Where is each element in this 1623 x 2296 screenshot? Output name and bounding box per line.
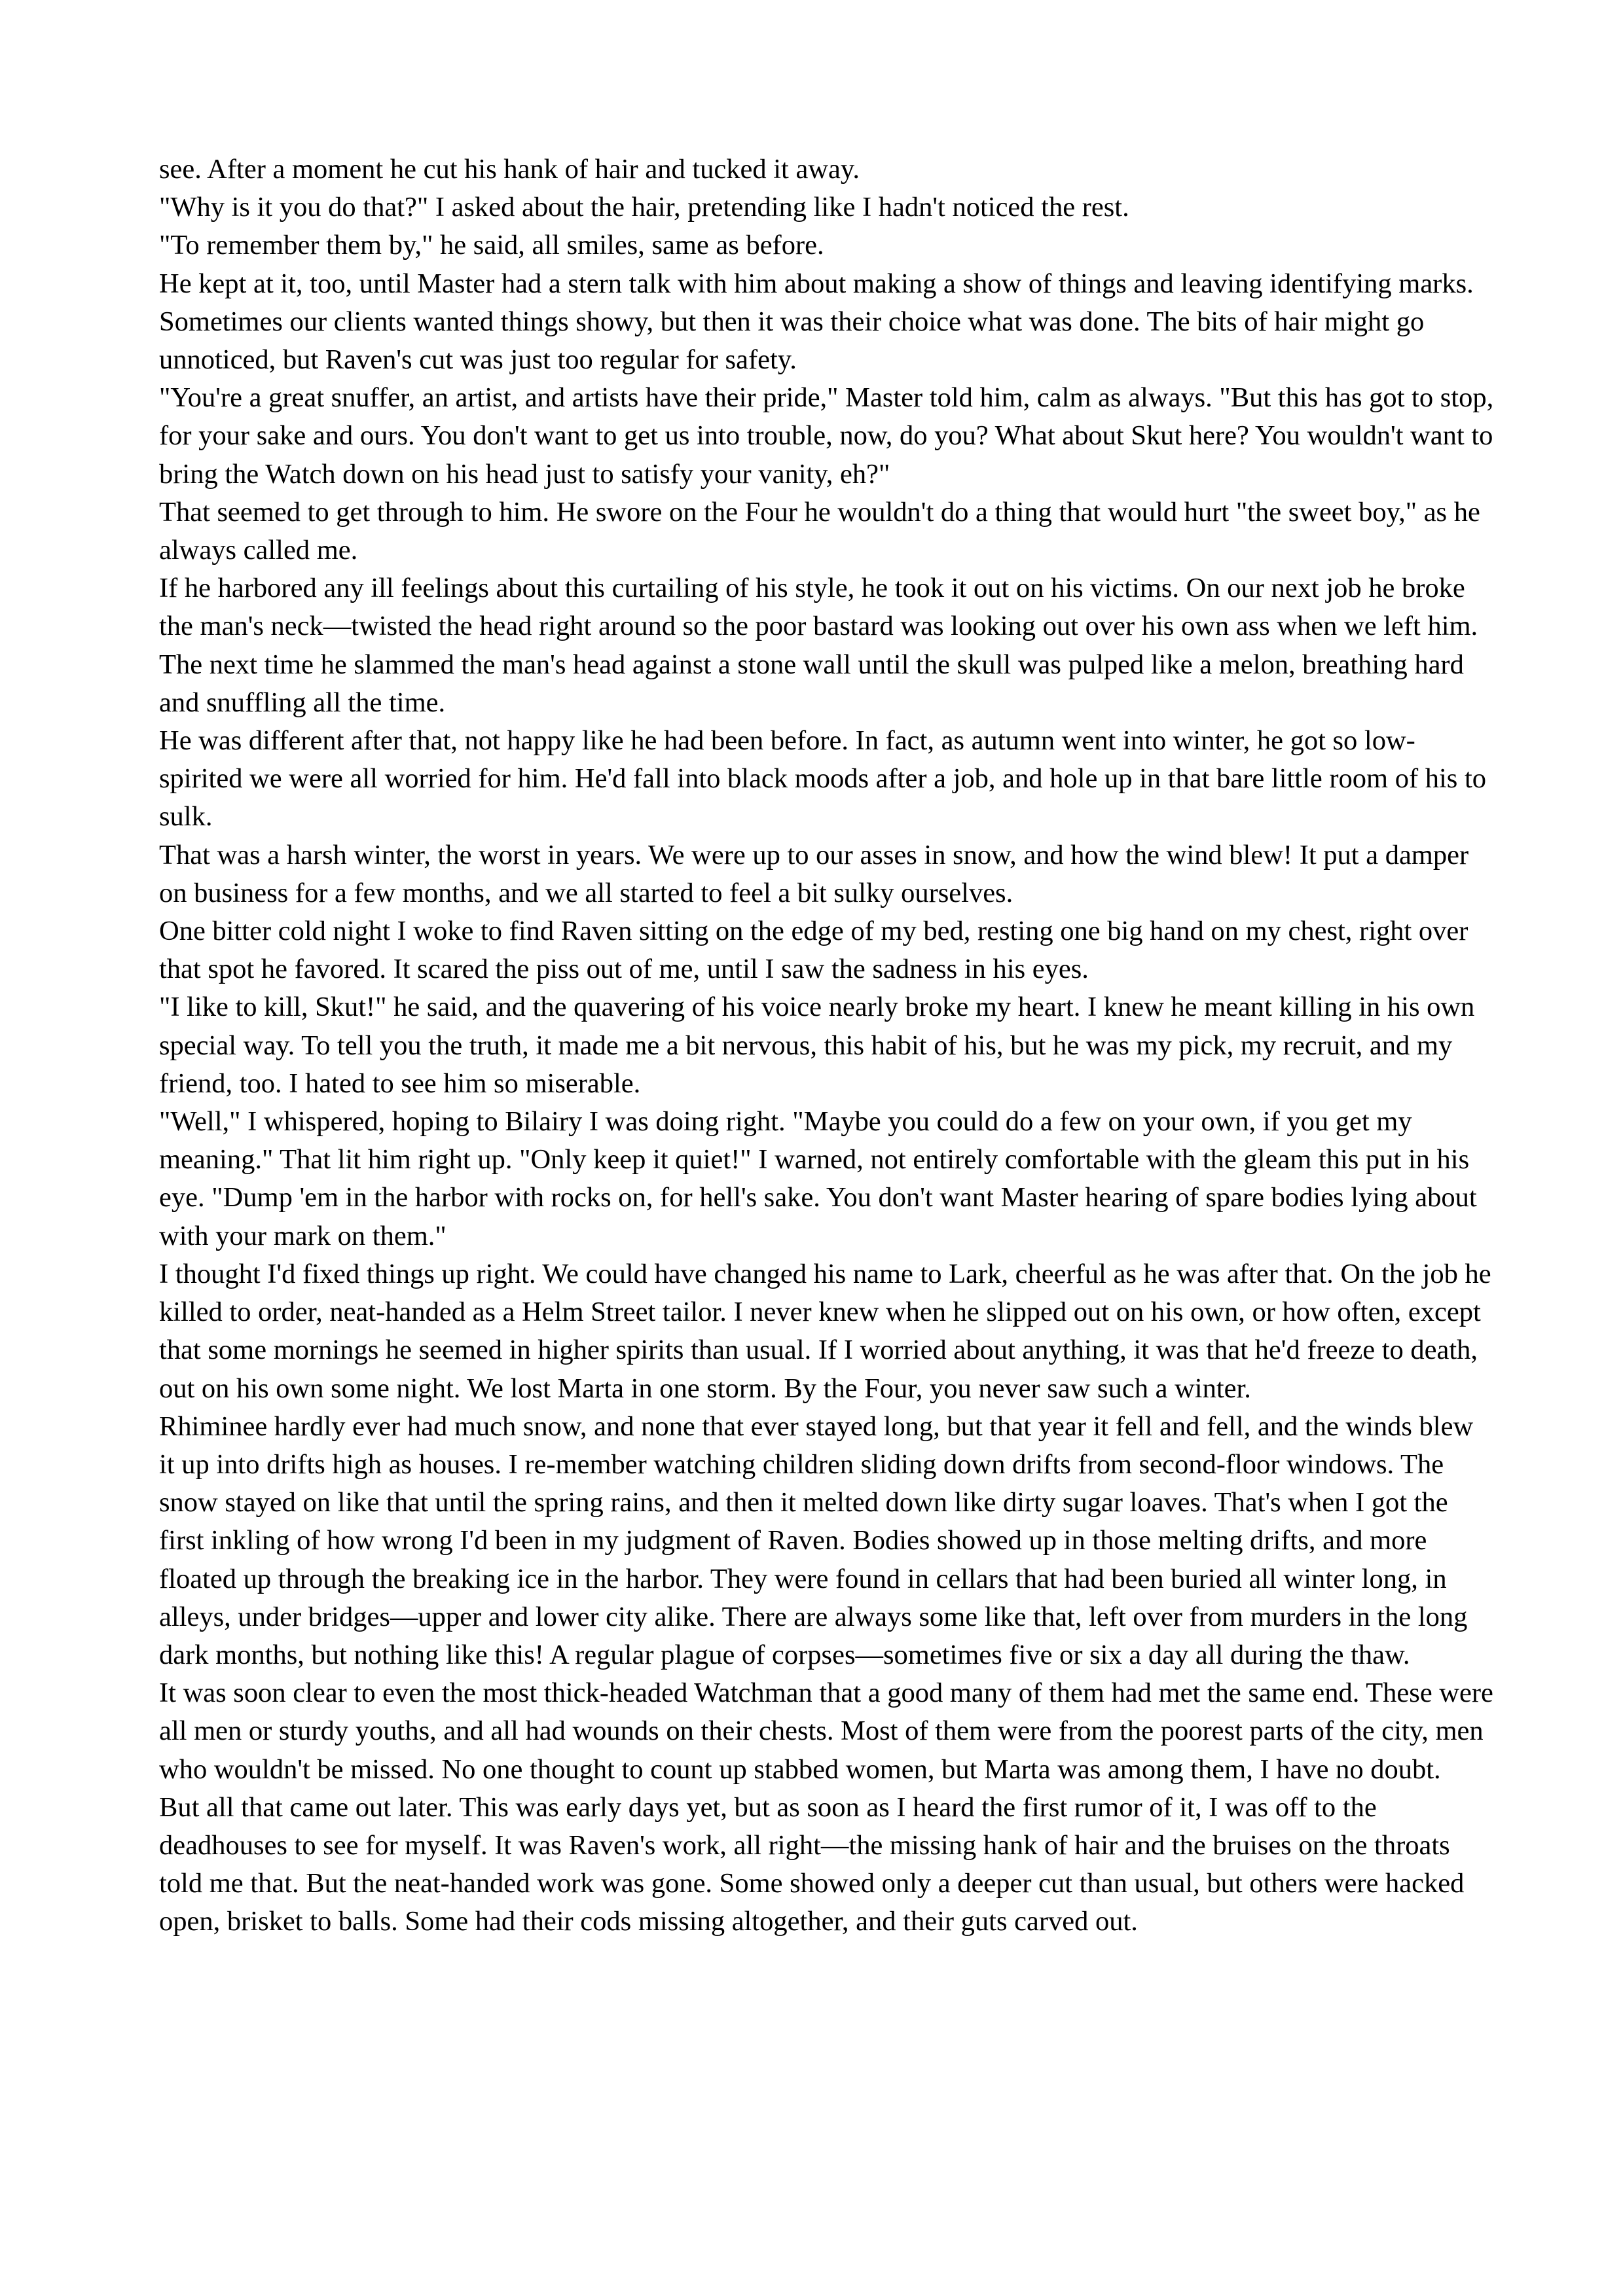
paragraph: It was soon clear to even the most thick-headed Watchman that a good many of them had met the same end. These were all men or sturdy youths, and all had wounds on their chests. Most of them were from the poorest parts of the city, men who wouldn't be missed. No one thought to count up stabbed women, but Marta was among them, I have no doubt. xyxy=(159,1677,1493,1785)
paragraph: That was a harsh winter, the worst in years. We were up to our asses in snow, and how the wind blew! It put a damper on business for a few months, and we all started to feel a bit sulky ourselves. xyxy=(159,839,1469,908)
paragraph: "Why is it you do that?" I asked about the hair, pretending like I hadn't noticed the rest. xyxy=(159,192,1129,223)
paragraph: see. After a moment he cut his hank of hair and tucked it away. xyxy=(159,154,860,185)
paragraph: One bitter cold night I woke to find Raven sitting on the edge of my bed, resting one big hand on my chest, right over that spot he favored. It scared the piss out of me, until I saw the sadness in his eyes. xyxy=(159,916,1468,985)
paragraph: "You're a great snuffer, an artist, and artists have their pride," Master told him, calm as always. "But this has got to stop, for your sake and ours. You don't want to get us into trouble, now, do you? What about Skut here? You wouldn't want to bring the Watch down on his head just to satisfy your vanity, eh?" xyxy=(159,382,1494,490)
document-page xyxy=(159,151,1495,1941)
paragraph: If he harbored any ill feelings about this curtailing of his style, he took it out on his victims. On our next job he broke the man's neck—twisted the head right around so the poor bastard was looking out over his own ass when we left him. The next time he slammed the man's head against a stone wall until the skull was pulped like a melon, breathing hard and snuffling all the time. xyxy=(159,573,1478,718)
paragraph: He kept at it, too, until Master had a stern talk with him about making a show of things and leaving identifying marks. Sometimes our clients wanted things showy, but then it was their choice what was done. The bits of hair might go unnoticed, but Raven's cut was just too regular for safety. xyxy=(159,268,1474,376)
paragraph: But all that came out later. This was early days yet, but as soon as I heard the first rumor of it, I was off to the deadhouses to see for myself. It was Raven's work, all right—the missing hank of hair and the bruises on the throats told me that. But the neat-handed work was gone. Some showed only a deeper cut than usual, but others were hacked open, brisket to balls. Some had their cods missing altogether, and their guts carved out. xyxy=(159,1791,1465,1937)
paragraph: "To remember them by," he said, all smiles, same as before. xyxy=(159,230,824,261)
paragraph: "Well," I whispered, hoping to Bilairy I was doing right. "Maybe you could do a few on your own, if you get my meaning." That lit him right up. "Only keep it quiet!" I warned, not entirely comfortable with the gleam this put in his eye. "Dump 'em in the harbor with rocks on, for hell's sake. You don't want Master hearing of spare bodies lying about with your mark on them." xyxy=(159,1106,1477,1251)
paragraph: He was different after that, not happy like he had been before. In fact, as autumn went into winter, he got so low-spirited we were all worried for him. He'd fall into black moods after a job, and hole up in that bare little room of his to sulk. xyxy=(159,725,1487,833)
paragraph: "I like to kill, Skut!" he said, and the quavering of his voice nearly broke my heart. I knew he meant killing in his own special way. To tell you the truth, it made me a bit nervous, this habit of his, but he was my pick, my recruit, and my friend, too. I hated to see him so miserable. xyxy=(159,992,1475,1099)
paragraph: That seemed to get through to him. He swore on the Four he wouldn't do a thing that would hurt "the sweet boy," as he always called me. xyxy=(159,496,1480,566)
paragraph: Rhiminee hardly ever had much snow, and none that ever stayed long, but that year it fell and fell, and the winds blew it up into drifts high as houses. I re-member watching children sliding down drifts from second-floor windows. The snow stayed on like that until the spring rains, and then it melted down like dirty sugar loaves. That's when I got the first inkling of how wrong I'd been in my judgment of Raven. Bodies showed up in those melting drifts, and more floated up through the breaking ice in the harbor. They were found in cellars that had been buried all winter long, in alleys, under bridges—upper and lower city alike. There are always some like that, left over from murders in the long dark months, but nothing like this! A regular plague of corpses—sometimes five or six a day all during the thaw. xyxy=(159,1410,1474,1670)
paragraph: I thought I'd fixed things up right. We could have changed his name to Lark, cheerful as he was after that. On the job he killed to order, neat-handed as a Helm Street tailor. I never knew when he slipped out on his own, or how often, except that some mornings he seemed in higher spirits than usual. If I worried about anything, it was that he'd freeze to death, out on his own some night. We lost Marta in one storm. By the Four, you never saw such a winter. xyxy=(159,1258,1491,1404)
